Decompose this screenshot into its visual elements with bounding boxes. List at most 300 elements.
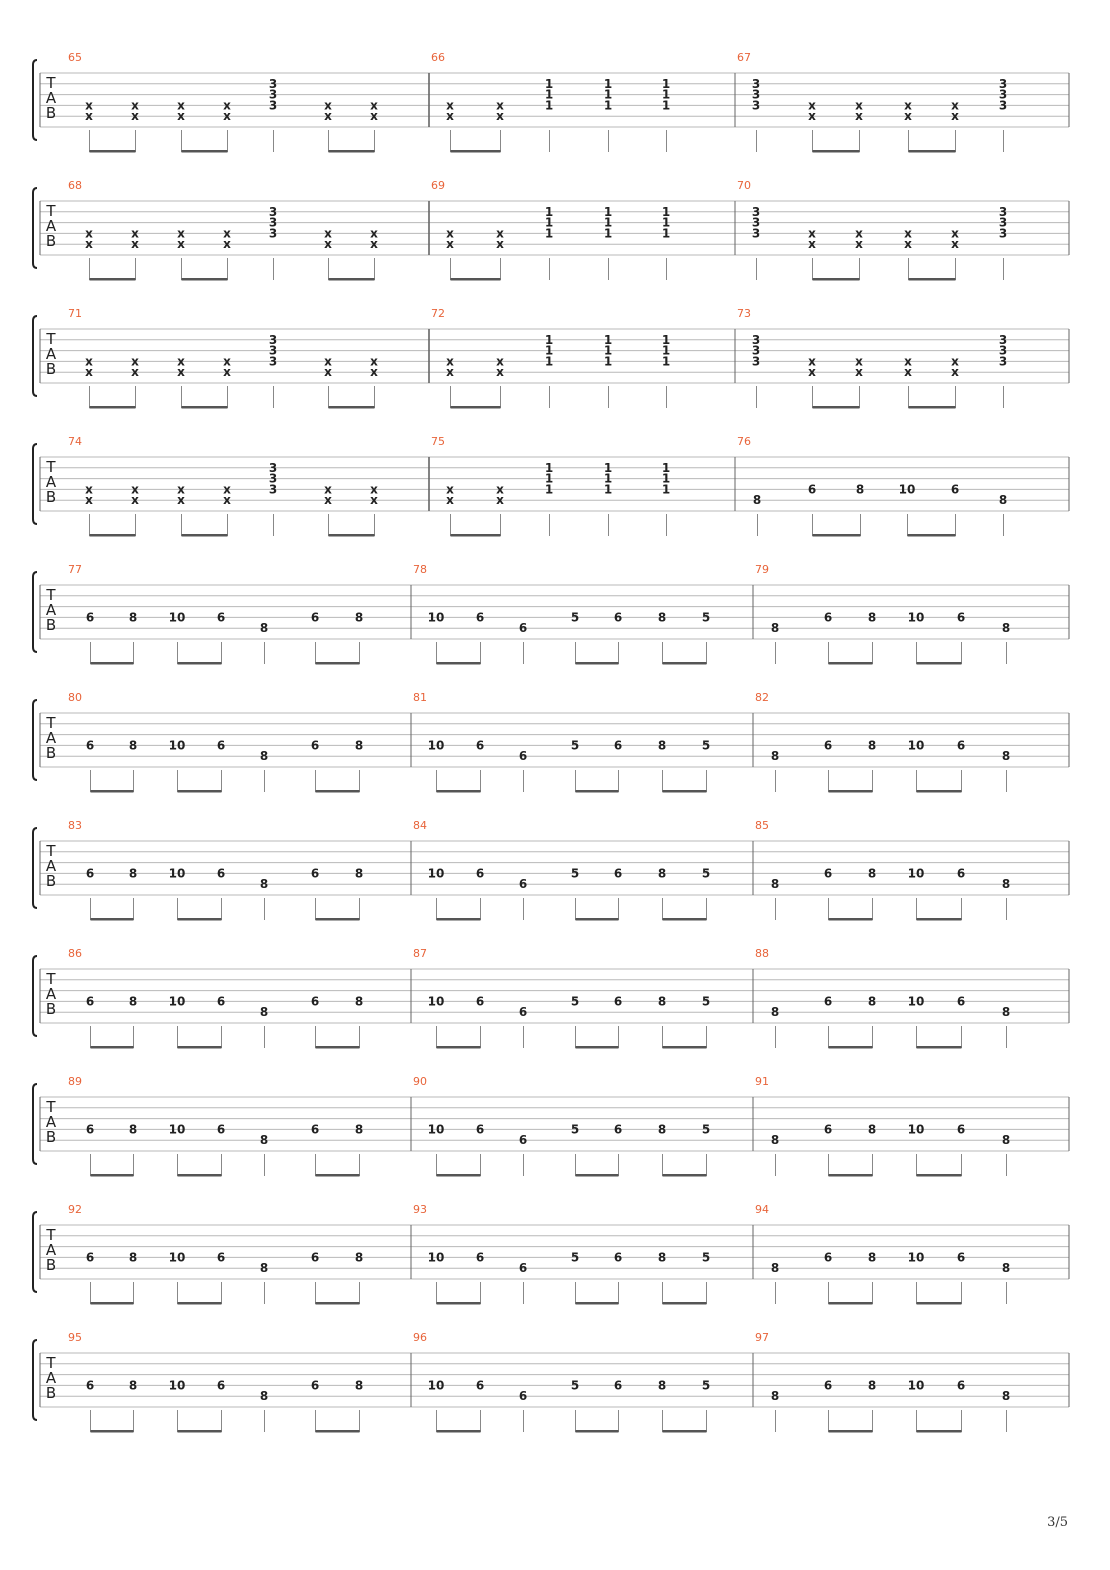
beam [829, 1302, 873, 1305]
beam [576, 1174, 619, 1177]
tab-clef-letter: T [46, 1226, 56, 1244]
dead-note: x [496, 98, 504, 113]
dead-note: x [177, 237, 185, 252]
dead-note: x [904, 354, 912, 369]
beam [576, 790, 619, 793]
fret-number: 3 [998, 204, 1008, 219]
fret-number: 1 [661, 215, 671, 230]
measure-number: 74 [68, 435, 82, 448]
tab-clef-letter: B [45, 1384, 57, 1402]
fret-number: 10 [168, 866, 186, 881]
fret-number: 10 [907, 994, 925, 1009]
beam [663, 1174, 707, 1177]
fret-number: 6 [823, 1122, 833, 1137]
tab-clef-letter: T [46, 330, 56, 348]
dead-note: x [85, 482, 93, 497]
fret-number: 6 [475, 610, 485, 625]
dead-note: x [177, 226, 185, 241]
fret-number: 6 [85, 610, 95, 625]
tab-clef-letter: A [45, 729, 57, 747]
fret-number: 6 [823, 1378, 833, 1393]
dead-note: x [808, 365, 816, 380]
fret-number: 5 [570, 738, 580, 753]
measure-number: 66 [431, 51, 445, 64]
tab-clef-letter: T [46, 458, 56, 476]
tab-clef-letter: T [46, 586, 56, 604]
dead-note: x [496, 354, 504, 369]
dead-note: x [324, 493, 332, 508]
dead-note: x [446, 109, 454, 124]
fret-number: 10 [907, 866, 925, 881]
beam [182, 534, 228, 537]
fret-number: 1 [544, 98, 554, 113]
fret-number: 1 [544, 215, 554, 230]
fret-number: 6 [956, 610, 966, 625]
beam [451, 406, 501, 409]
fret-number: 8 [1001, 877, 1011, 892]
fret-number: 6 [613, 738, 623, 753]
fret-number: 6 [823, 994, 833, 1009]
beam [663, 1046, 707, 1049]
beam [91, 918, 134, 921]
beam [437, 918, 481, 921]
beam [663, 662, 707, 665]
dead-note: x [85, 365, 93, 380]
fret-number: 8 [259, 621, 269, 636]
fret-number: 8 [1001, 1005, 1011, 1020]
fret-number: 1 [544, 471, 554, 486]
fret-number: 10 [907, 610, 925, 625]
dead-note: x [223, 109, 231, 124]
system-bracket [33, 316, 37, 396]
measure-number: 96 [413, 1331, 427, 1344]
measure-number: 77 [68, 563, 82, 576]
fret-number: 1 [603, 343, 613, 358]
fret-number: 8 [354, 994, 364, 1009]
measure-number: 84 [413, 819, 427, 832]
beam [316, 662, 360, 665]
dead-note: x [808, 109, 816, 124]
measure-number: 97 [755, 1331, 769, 1344]
fret-number: 1 [661, 98, 671, 113]
fret-number: 6 [85, 1122, 95, 1137]
dead-note: x [177, 98, 185, 113]
measure-number: 70 [737, 179, 751, 192]
fret-number: 10 [427, 866, 445, 881]
fret-number: 3 [268, 98, 278, 113]
fret-number: 6 [518, 749, 528, 764]
fret-number: 1 [544, 226, 554, 241]
fret-number: 6 [956, 738, 966, 753]
measure-number: 95 [68, 1331, 82, 1344]
fret-number: 5 [701, 610, 711, 625]
fret-number: 1 [603, 471, 613, 486]
fret-number: 6 [613, 1250, 623, 1265]
measure-number: 81 [413, 691, 427, 704]
system-bracket [33, 60, 37, 140]
beam [91, 1046, 134, 1049]
tab-clef-letter: T [46, 970, 56, 988]
fret-number: 6 [613, 610, 623, 625]
fret-number: 6 [613, 1378, 623, 1393]
fret-number: 3 [268, 343, 278, 358]
fret-number: 8 [354, 738, 364, 753]
fret-number: 6 [216, 994, 226, 1009]
tab-clef-letter: A [45, 1113, 57, 1131]
fret-number: 6 [310, 738, 320, 753]
beam [178, 918, 222, 921]
fret-number: 8 [855, 482, 865, 497]
dead-note: x [370, 226, 378, 241]
fret-number: 3 [751, 204, 761, 219]
beam [829, 1174, 873, 1177]
beam [909, 406, 956, 409]
dead-note: x [85, 493, 93, 508]
beam [813, 278, 860, 281]
fret-number: 1 [544, 76, 554, 91]
beam [329, 534, 375, 537]
measure-number: 79 [755, 563, 769, 576]
fret-number: 10 [427, 1250, 445, 1265]
beam [90, 406, 136, 409]
fret-number: 3 [998, 343, 1008, 358]
fret-number: 3 [751, 87, 761, 102]
fret-number: 3 [998, 98, 1008, 113]
fret-number: 1 [661, 343, 671, 358]
beam [829, 1046, 873, 1049]
fret-number: 6 [475, 1378, 485, 1393]
tab-clef-letter: T [46, 202, 56, 220]
fret-number: 6 [475, 994, 485, 1009]
measure-number: 82 [755, 691, 769, 704]
dead-note: x [808, 354, 816, 369]
fret-number: 3 [751, 343, 761, 358]
dead-note: x [223, 365, 231, 380]
beam [908, 534, 956, 537]
fret-number: 6 [823, 866, 833, 881]
dead-note: x [446, 482, 454, 497]
fret-number: 8 [867, 866, 877, 881]
beam [917, 790, 962, 793]
beam [576, 1046, 619, 1049]
fret-number: 6 [613, 866, 623, 881]
beam [829, 662, 873, 665]
fret-number: 6 [216, 1378, 226, 1393]
measure-number: 67 [737, 51, 751, 64]
dead-note: x [855, 109, 863, 124]
beam [813, 534, 861, 537]
dead-note: x [951, 237, 959, 252]
fret-number: 8 [128, 610, 138, 625]
dead-note: x [496, 365, 504, 380]
fret-number: 8 [867, 1378, 877, 1393]
beam [663, 790, 707, 793]
beam [329, 406, 375, 409]
measure-number: 83 [68, 819, 82, 832]
dead-note: x [131, 226, 139, 241]
fret-number: 10 [168, 738, 186, 753]
dead-note: x [85, 98, 93, 113]
system-bracket [33, 1340, 37, 1420]
fret-number: 3 [268, 204, 278, 219]
beam [576, 1302, 619, 1305]
fret-number: 8 [657, 866, 667, 881]
fret-number: 3 [998, 76, 1008, 91]
beam [178, 1302, 222, 1305]
tab-clef-letter: A [45, 345, 57, 363]
tab-clef-letter: B [45, 1000, 57, 1018]
fret-number: 6 [956, 1378, 966, 1393]
fret-number: 10 [898, 482, 916, 497]
dead-note: x [85, 354, 93, 369]
beam [91, 662, 134, 665]
fret-number: 6 [613, 1122, 623, 1137]
tab-clef-letter: A [45, 985, 57, 1003]
tab-clef-letter: A [45, 857, 57, 875]
fret-number: 8 [259, 749, 269, 764]
fret-number: 6 [823, 1250, 833, 1265]
fret-number: 6 [216, 610, 226, 625]
dead-note: x [855, 226, 863, 241]
dead-note: x [324, 354, 332, 369]
beam [576, 918, 619, 921]
fret-number: 8 [770, 1133, 780, 1148]
beam [663, 1302, 707, 1305]
fret-number: 8 [354, 1250, 364, 1265]
beam [813, 406, 860, 409]
fret-number: 6 [310, 610, 320, 625]
fret-number: 3 [998, 87, 1008, 102]
fret-number: 6 [518, 877, 528, 892]
fret-number: 3 [751, 226, 761, 241]
beam [91, 1174, 134, 1177]
fret-number: 1 [544, 460, 554, 475]
measure-number: 92 [68, 1203, 82, 1216]
dead-note: x [808, 237, 816, 252]
dead-note: x [370, 98, 378, 113]
beam [90, 278, 136, 281]
fret-number: 6 [85, 738, 95, 753]
beam [917, 918, 962, 921]
fret-number: 3 [998, 332, 1008, 347]
fret-number: 8 [770, 1261, 780, 1276]
measure-number: 78 [413, 563, 427, 576]
fret-number: 8 [867, 1122, 877, 1137]
beam [90, 534, 136, 537]
fret-number: 6 [823, 738, 833, 753]
dead-note: x [370, 109, 378, 124]
fret-number: 3 [268, 226, 278, 241]
fret-number: 6 [216, 866, 226, 881]
fret-number: 5 [701, 994, 711, 1009]
fret-number: 8 [354, 1122, 364, 1137]
dead-note: x [324, 98, 332, 113]
beam [316, 790, 360, 793]
fret-number: 6 [956, 866, 966, 881]
fret-number: 1 [544, 354, 554, 369]
fret-number: 5 [570, 610, 580, 625]
tab-clef-letter: B [45, 360, 57, 378]
fret-number: 6 [310, 1250, 320, 1265]
beam [329, 278, 375, 281]
dead-note: x [904, 98, 912, 113]
measure-number: 75 [431, 435, 445, 448]
fret-number: 1 [661, 226, 671, 241]
beam [917, 1430, 962, 1433]
dead-note: x [446, 98, 454, 113]
dead-note: x [446, 226, 454, 241]
fret-number: 3 [268, 354, 278, 369]
fret-number: 6 [518, 1005, 528, 1020]
dead-note: x [951, 354, 959, 369]
fret-number: 6 [613, 994, 623, 1009]
fret-number: 8 [128, 1122, 138, 1137]
dead-note: x [324, 226, 332, 241]
measure-number: 68 [68, 179, 82, 192]
beam [437, 1046, 481, 1049]
fret-number: 5 [701, 738, 711, 753]
beam [909, 278, 956, 281]
fret-number: 8 [752, 493, 762, 508]
fret-number: 6 [518, 1261, 528, 1276]
dead-note: x [324, 237, 332, 252]
fret-number: 8 [1001, 1389, 1011, 1404]
dead-note: x [85, 109, 93, 124]
beam [316, 1302, 360, 1305]
beam [182, 278, 228, 281]
measure-number: 90 [413, 1075, 427, 1088]
fret-number: 10 [427, 610, 445, 625]
fret-number: 8 [1001, 621, 1011, 636]
measure-number: 65 [68, 51, 82, 64]
tab-clef-letter: B [45, 232, 57, 250]
dead-note: x [223, 354, 231, 369]
dead-note: x [855, 237, 863, 252]
beam [663, 1430, 707, 1433]
tab-clef-letter: A [45, 217, 57, 235]
beam [178, 790, 222, 793]
dead-note: x [446, 354, 454, 369]
fret-number: 3 [998, 354, 1008, 369]
dead-note: x [496, 493, 504, 508]
dead-note: x [904, 365, 912, 380]
fret-number: 10 [427, 994, 445, 1009]
beam [576, 662, 619, 665]
measure-number: 71 [68, 307, 82, 320]
fret-number: 6 [956, 994, 966, 1009]
fret-number: 3 [751, 354, 761, 369]
fret-number: 8 [770, 1389, 780, 1404]
measure-number: 73 [737, 307, 751, 320]
fret-number: 6 [475, 866, 485, 881]
tab-clef-letter: B [45, 744, 57, 762]
fret-number: 1 [661, 76, 671, 91]
dead-note: x [370, 237, 378, 252]
fret-number: 1 [661, 482, 671, 497]
dead-note: x [223, 237, 231, 252]
fret-number: 10 [907, 1122, 925, 1137]
fret-number: 1 [603, 460, 613, 475]
fret-number: 10 [907, 738, 925, 753]
beam [437, 1430, 481, 1433]
dead-note: x [904, 237, 912, 252]
beam [437, 790, 481, 793]
dead-note: x [446, 365, 454, 380]
fret-number: 6 [310, 994, 320, 1009]
fret-number: 3 [751, 98, 761, 113]
beam [576, 1430, 619, 1433]
tab-clef-letter: B [45, 1128, 57, 1146]
fret-number: 8 [259, 1261, 269, 1276]
fret-number: 6 [216, 1250, 226, 1265]
fret-number: 8 [657, 1250, 667, 1265]
dead-note: x [496, 482, 504, 497]
dead-note: x [131, 493, 139, 508]
fret-number: 1 [661, 87, 671, 102]
measure-number: 69 [431, 179, 445, 192]
fret-number: 6 [475, 738, 485, 753]
fret-number: 6 [956, 1122, 966, 1137]
beam [329, 150, 375, 153]
tab-clef-letter: B [45, 488, 57, 506]
dead-note: x [370, 354, 378, 369]
beam [663, 918, 707, 921]
fret-number: 8 [128, 738, 138, 753]
fret-number: 3 [268, 471, 278, 486]
fret-number: 3 [268, 332, 278, 347]
fret-number: 10 [168, 1250, 186, 1265]
fret-number: 8 [657, 610, 667, 625]
fret-number: 8 [1001, 1261, 1011, 1276]
dead-note: x [855, 98, 863, 113]
fret-number: 8 [128, 866, 138, 881]
fret-number: 8 [657, 738, 667, 753]
beam [91, 1430, 134, 1433]
tab-clef-letter: B [45, 1256, 57, 1274]
dead-note: x [446, 493, 454, 508]
fret-number: 1 [603, 332, 613, 347]
fret-number: 3 [751, 76, 761, 91]
beam [437, 1302, 481, 1305]
fret-number: 3 [268, 215, 278, 230]
fret-number: 5 [701, 866, 711, 881]
beam [316, 1174, 360, 1177]
fret-number: 5 [701, 1250, 711, 1265]
beam [182, 150, 228, 153]
measure-number: 85 [755, 819, 769, 832]
dead-note: x [324, 365, 332, 380]
measure-number: 88 [755, 947, 769, 960]
beam [917, 662, 962, 665]
fret-number: 1 [603, 87, 613, 102]
fret-number: 8 [657, 1122, 667, 1137]
beam [829, 918, 873, 921]
dead-note: x [177, 365, 185, 380]
measure-number: 89 [68, 1075, 82, 1088]
fret-number: 6 [85, 994, 95, 1009]
dead-note: x [223, 98, 231, 113]
fret-number: 5 [570, 1122, 580, 1137]
fret-number: 6 [807, 482, 817, 497]
fret-number: 8 [354, 866, 364, 881]
beam [90, 150, 136, 153]
fret-number: 6 [85, 1378, 95, 1393]
measure-number: 86 [68, 947, 82, 960]
beam [178, 1430, 222, 1433]
dead-note: x [131, 365, 139, 380]
measure-number: 93 [413, 1203, 427, 1216]
dead-note: x [131, 354, 139, 369]
